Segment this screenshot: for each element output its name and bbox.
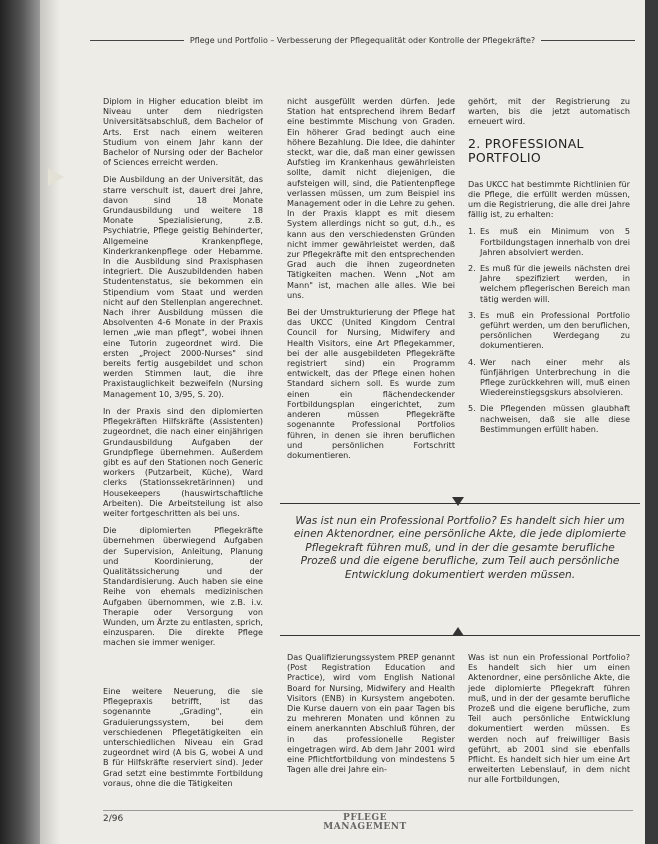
list-text: Wer nach einer mehr als fünfjährigen Unterbrechung in die Pflege zurückkehren will, muß einen Wiedereinstiegsgskurs absolvieren. <box>480 356 630 398</box>
paragraph: Das UKCC hat bestimmte Richtlinien für die Pflege, die erfüllt werden müssen, um die Registrierung, die alle drei Jahre fällig ist, zu erhalten: <box>468 178 630 220</box>
list-number: 3. <box>468 309 476 320</box>
paragraph: Diplom in Higher education bleibt im Niveau unter dem niedrigsten Universitätsabschluß, dem Bachelor of Arts. Erst nach einem weiteren Studium von einem Jahr kann der Bachelor of Nursing oder der Bachelor of Sciences erreicht werden. <box>103 96 263 168</box>
list-text: Es muß für die jeweils nächsten drei Jahre spezifiziert werden, in welchem pflegerischen Bereich man tätig werden will. <box>480 263 630 304</box>
paragraph: Die Ausbildung an der Universität, das starre verschult ist, dauert drei Jahre, davon sind 18 Monate Grundausbildung und weitere 18 Monate Spezialisierung, z.B. Psychiatrie, Pflege geistig Behinderter, Allgemeine Krankenpflege, Kinderkrankenpflege oder Hebamme. In die Ausbildung sind Praxisphasen integriert. Die Auszubildenden haben Studentenstatus, sie bekommen ein Stipendium vom Staat und werden nicht auf den Stellenplan angerechnet. Nach ihrer Ausbildung müssen die Absolventen 4-6 Monate in der Praxis lernen „wie man pflegt", wobei ihnen eine Tutorin zugeordnet wird. Die ersten „Project 2000-Nurses" sind bereits fertig ausgebildet und schon werden Stimmen laut, die ihre Praxistauglichkeit bezweifeln (Nursing Management 10, 3/95, S. 20). <box>103 174 263 399</box>
text-column-3-lower <box>468 652 630 792</box>
list-text: Es muß ein Professional Portfolio geführt werden, um den beruflichen, persönlichen Werdegang zu dokumentieren. <box>480 309 630 351</box>
logo-line-2: MANAGEMENT <box>323 822 407 832</box>
requirements-list <box>468 226 630 434</box>
footer-rule <box>103 810 633 811</box>
paragraph: nicht ausgefüllt werden dürfen. Jede Station hat entsprechend ihrem Bedarf eine bestimmte Mischung von Graden. Ein höherer Grad bedingt auch eine höhere Bezahlung. Die Idee, die dahinter steckt, war die, daß man einer gewissen Aufstieg im Krankenhaus gewährleisten sollte, damit nicht diejenigen, die aufsteigen will, sind, die Patientenpflege verlassen müssen, um zum Beispiel ins Management oder in die Lehre zu gehen. In der Praxis klappt es mit diesem System allerdings nicht so gut, d.h., es kann aus den verschiedensten Gründen nicht immer gewährleistet werden, daß zur Pflegekräfte mit den entsprechenden Grad auch die ihnen zugeordneten Tätigkeiten machen. Wenn „Not am Mann" ist, machen alle alles. Wie bei uns. <box>287 96 455 300</box>
paragraph: Bei der Umstrukturierung der Pflege hat das UKCC (United Kingdom Central Council for Nursing, Midwifery and Health Visitors, eine Art Pflegekammer, bei der alle ausgebildeten Pflegekräfte registriert sind) ein Programm entwickelt, das der Pflege einen hohen Standard sichern soll. Es wurde zum einen ein flächendeckender Fortbildungsplan eingerichtet, zum anderen müssen Pflegekräfte sogenannte Professional Portfolios führen, in denen sie ihren beruflichen und persönlichen Fortschritt dokumentieren. <box>287 307 455 460</box>
list-number: 5. <box>468 403 476 414</box>
list-text: Es muß ein Minimum von 5 Fortbildungstagen innerhalb von drei Jahren absolviert werden. <box>480 226 630 257</box>
header-rule-left <box>90 40 184 41</box>
text-column-1 <box>103 96 263 655</box>
page-marker-arrow-icon <box>48 168 64 186</box>
paragraph: Was ist nun ein Professional Portfolio? Es handelt sich hier um einen Aktenordner, eine persönliche Akte, die jede diplomierte Pflegekraft führen muß, und in der der gesamte berufliche Prozeß und die eigene berufliche, zum Teil auch persönliche Entwicklung dokumentiert werden müssen. Es werden noch auf freiwilliger Basis geführt, ab 2001 sind sie ebenfalls Pflicht. Es handelt sich hier um eine Art erweiterten Lebenslauf, in dem nicht nur alle Fortbildungen, <box>468 652 630 785</box>
triangle-down-icon <box>452 497 464 506</box>
paragraph: Die diplomierten Pflegekräfte übernehmen überwiegend Aufgaben der Supervision, Anleitung, Planung und Koordinierung, der Qualitätssicherung und der Standardisierung. Auch haben sie eine Reihe von ehemals medizinischen Aufgaben übernommen, wie z.B. i.v. Therapie oder Versorgung von Wunden, um Ärzte zu entlasten, sprich, einzusparen. Die direkte Pflege machen sie immer weniger. <box>103 525 263 648</box>
logo-line-1: PFLEGE <box>343 813 387 823</box>
list-item <box>468 263 630 304</box>
paragraph: Das Qualifizierungssystem PREP genannt (Post Registration Education and Practice), wird vom English National Board for Nursing, Midwifery and Health Visitors (ENB) in Kursystem angeboten. Die Kurse dauern von ein paar Tagen bis zu mehreren Monaten und können zu einem anerkannten Abschluß führen, der in das professionelle Register eingetragen wird. Ab dem Jahr 2001 wird eine Pflichtfortbildung von mindestens 5 Tagen alle drei Jahre ein- <box>287 652 455 775</box>
list-number: 2. <box>468 263 476 274</box>
header-rule-right <box>541 40 635 41</box>
list-item <box>468 403 630 434</box>
list-item <box>468 226 630 257</box>
list-text: Die Pflegenden müssen glaubhaft nachweisen, daß sie alle diese Bestimmungen erfüllt haben. <box>480 403 630 434</box>
paragraph: gehört, mit der Registrierung zu warten, bis die jetzt automatisch erneuert wird. <box>468 96 630 127</box>
pull-quote-text: Was ist nun ein Professional Portfolio? Es handelt sich hier um einen Aktenordner, eine persönliche Akte, die jede diplomierte Pflegekraft führen muß, und in der die gesamte berufliche Prozeß und die eigene berufliche, zum Teil auch persönliche Entwicklung dokumentiert werden müssen. <box>293 515 627 581</box>
paragraph: Eine weitere Neuerung, die sie Pflegepraxis betrifft, ist das sogenannte „Grading", ein Graduierungssystem, bei dem verschiedenen Pflegetätigkeiten ein unterschiedlichen Niveau ein Grad zugeordnet wird (A bis G, wobei A und B für Hilfskräfte reserviert sind). Jeder Grad setzt eine bestimmte Fortbildung voraus, ohne die die Tätigkeiten <box>103 686 263 788</box>
list-number: 1. <box>468 226 476 237</box>
pull-quote-box <box>280 475 640 645</box>
page-margin-shade <box>40 0 60 844</box>
text-column-3 <box>468 96 630 440</box>
list-item <box>468 357 630 398</box>
paragraph: In der Praxis sind den diplomierten Pflegekräften Hilfskräfte (Assistenten) zugeordnet, die nach einer einjährigen Grundausbildung Aufgaben der Grundpflege übernehmen. Außerdem gibt es auf den Stationen noch Generic workers (Putzarbeit, Küche), Ward clerks (Stationssekretärinnen) und Housekeepers (hauswirtschaftliche Arbeiten). Die Arbeitsteilung ist also weiter fortgeschritten als bei uns. <box>103 405 263 518</box>
magazine-logo <box>320 814 410 832</box>
text-column-1-lower <box>103 686 263 795</box>
running-header <box>90 33 635 47</box>
running-header-title: Pflege und Portfolio – Verbesserung der Pflegequalität oder Kontrolle der Pflegekräfte? <box>189 35 536 45</box>
section-heading: 2. PROFESSIONAL PORTFOLIO <box>468 135 584 165</box>
pull-quote-rule-bottom <box>280 635 640 636</box>
text-column-2-lower <box>287 652 455 781</box>
list-item <box>468 310 630 351</box>
text-column-2 <box>287 96 455 467</box>
list-number: 4. <box>468 356 476 367</box>
page-number: 2/96 <box>103 814 124 824</box>
book-gutter-shadow <box>0 0 40 844</box>
